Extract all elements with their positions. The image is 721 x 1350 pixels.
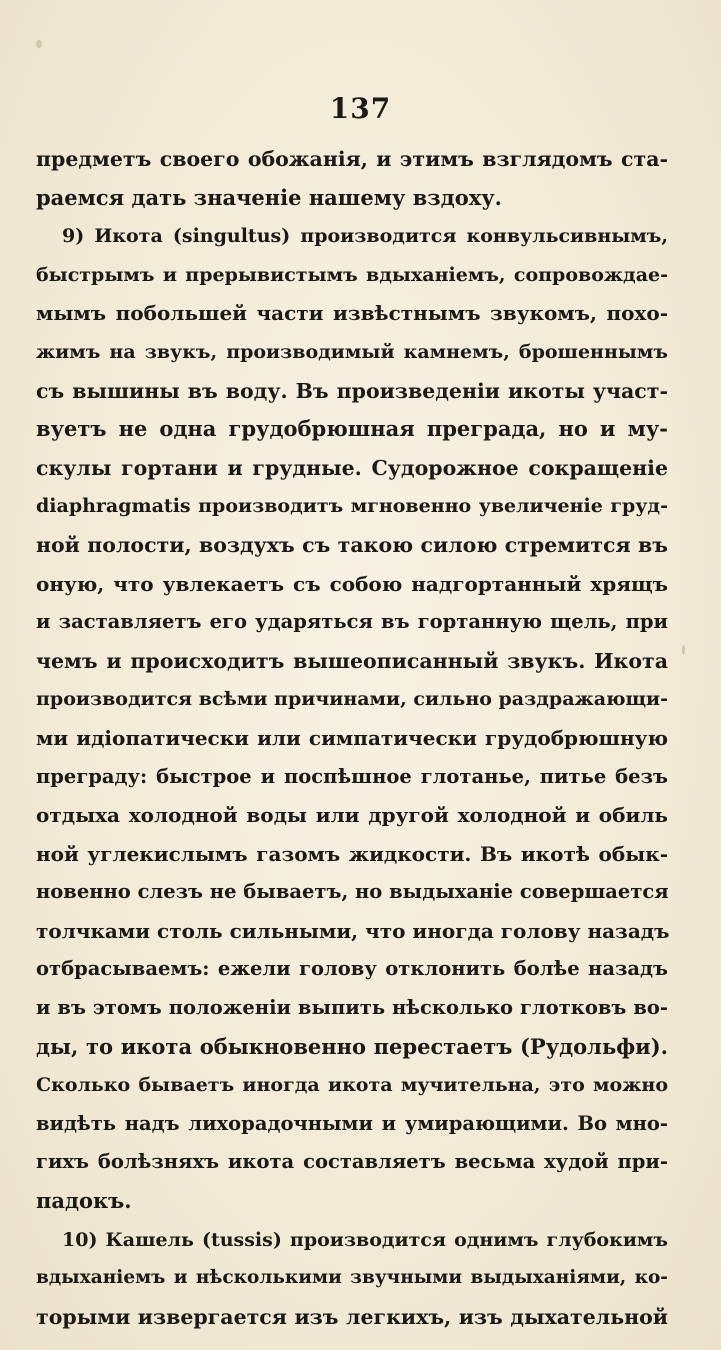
text-line: и въ этомъ положеніи выпить нѣсколько глотковъ во- bbox=[36, 996, 668, 1020]
text-line: мымъ побольшей части извѣстнымъ звукомъ, похо- bbox=[36, 301, 668, 326]
text-line: ной полости, воздухъ съ такою силою стремится въ bbox=[36, 532, 668, 557]
paper-speck bbox=[682, 645, 685, 655]
page-number: 137 bbox=[329, 92, 392, 125]
text-line: отдыха холодной воды или другой холодной и обиль bbox=[36, 803, 668, 828]
text-line: быстрымъ и прерывистымъ вдыханіемъ, сопровождае- bbox=[36, 263, 668, 286]
text-line: жимъ на звукъ, производимый камнемъ, брошеннымъ bbox=[36, 340, 668, 363]
text-line: предметъ своего обожанія, и этимъ взглядомъ ста- bbox=[36, 147, 668, 171]
text-line: съ вышины въ воду. Въ произведеніи икоты участ- bbox=[36, 378, 668, 403]
text-line: падокъ. bbox=[36, 1188, 132, 1214]
text-line: оную, что увлекаетъ съ собою надгортанный хрящъ bbox=[36, 571, 668, 596]
text-line: Сколько бываетъ иногда икота мучительна, это можно bbox=[36, 1074, 668, 1097]
text-line: производится всѣми причинами, сильно раздражающи- bbox=[36, 688, 669, 711]
text-line: раемся дать значеніе нашему вздоху. bbox=[36, 184, 502, 210]
text-line: толчками столь сильными, что иногда голову назадъ bbox=[36, 918, 670, 943]
text-line: diaphragmatis производитъ мгновенно увеличеніе груд- bbox=[36, 495, 668, 518]
text-line: 9) Икота (singultus) производится конвульсивнымъ, bbox=[62, 225, 668, 248]
text-line: скулы гортани и грудные. Судорожное сокращеніе bbox=[36, 455, 668, 480]
text-line: и заставляетъ его ударяться въ гортанную щель, при bbox=[36, 610, 668, 634]
body-text bbox=[36, 140, 668, 1336]
text-line: ды, то икота обыкновенно перестаетъ (Рудольфи). bbox=[36, 1033, 668, 1059]
paper-speck bbox=[36, 40, 42, 48]
text-line: чемъ и происходитъ вышеописанный звукъ. Икота bbox=[36, 648, 668, 673]
text-line: торыми извергается изъ легкихъ, изъ дыхательной bbox=[36, 1304, 668, 1329]
text-line: вуетъ не одна грудобрюшная преграда, но и му- bbox=[36, 416, 668, 442]
text-line: видѣть надъ лихорадочными и умирающими. Во мно- bbox=[36, 1111, 668, 1135]
text-line: 10) Кашель (tussis) производится однимъ глубокимъ bbox=[62, 1228, 668, 1251]
text-line: ми идіопатически или симпатически грудобрюшную bbox=[36, 725, 668, 750]
text-line: отбрасываемъ: ежели голову отклонить болѣе назадъ bbox=[36, 957, 668, 981]
text-line: гихъ болѣзняхъ икота составляетъ весьма худой при- bbox=[36, 1150, 668, 1174]
text-line: вдыханіемъ и нѣсколькими звучными выдыханіями, ко- bbox=[36, 1267, 668, 1289]
text-line: преграду: быстрое и поспѣшное глотанье, питье безъ bbox=[36, 764, 668, 788]
text-line: ной углекислымъ газомъ жидкости. Въ икотѣ обык- bbox=[36, 841, 668, 866]
text-line: новенно слезъ не бываетъ, но выдыханіе совершается bbox=[36, 880, 669, 904]
